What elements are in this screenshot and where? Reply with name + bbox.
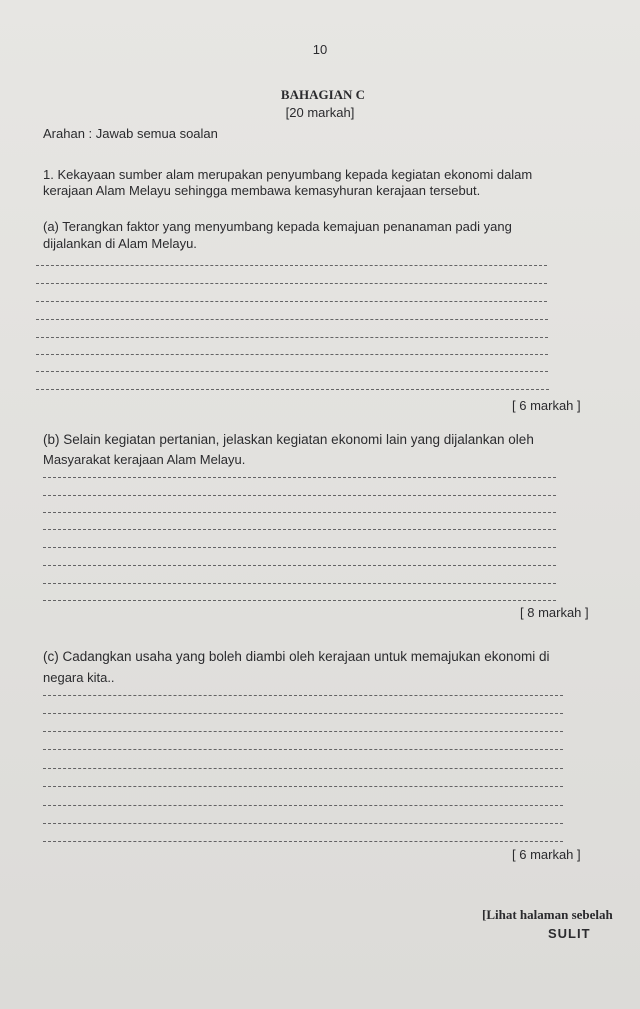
- answer-line[interactable]: [43, 841, 563, 842]
- section-marks: [20 markah]: [285, 105, 355, 120]
- part-a-marks: [ 6 markah ]: [512, 398, 581, 413]
- part-a-question-line-1: (a) Terangkan faktor yang menyumbang kepada kemajuan penanaman padi yang: [43, 219, 512, 234]
- answer-line[interactable]: [43, 477, 556, 478]
- answer-line[interactable]: [36, 354, 548, 355]
- section-title: BAHAGIAN C: [280, 87, 366, 102]
- answer-line[interactable]: [36, 337, 548, 338]
- instruction-text: Arahan : Jawab semua soalan: [43, 126, 218, 141]
- answer-line[interactable]: [36, 389, 549, 390]
- answer-line[interactable]: [43, 695, 563, 696]
- next-page-note: [Lihat halaman sebelah: [482, 907, 613, 922]
- answer-line[interactable]: [43, 512, 556, 513]
- answer-line[interactable]: [43, 583, 556, 584]
- answer-line[interactable]: [43, 749, 563, 750]
- part-c-question-line-1: (c) Cadangkan usaha yang boleh diambi oleh kerajaan untuk memajukan ekonomi di: [43, 649, 550, 664]
- answer-line[interactable]: [36, 319, 548, 320]
- answer-line[interactable]: [43, 495, 556, 496]
- answer-line[interactable]: [43, 805, 563, 806]
- answer-line[interactable]: [36, 301, 547, 302]
- part-c-question-line-2: negara kita..: [43, 670, 115, 685]
- answer-line[interactable]: [43, 731, 563, 732]
- answer-line[interactable]: [43, 768, 563, 769]
- part-c-marks: [ 6 markah ]: [512, 847, 581, 862]
- question-1-stem-line-2: kerajaan Alam Melayu sehingga membawa kemasyhuran kerajaan tersebut.: [43, 183, 481, 198]
- part-b-question-line-1: (b) Selain kegiatan pertanian, jelaskan kegiatan ekonomi lain yang dijalankan oleh: [43, 432, 534, 447]
- part-b-marks: [ 8 markah ]: [520, 605, 589, 620]
- answer-line[interactable]: [36, 265, 547, 266]
- answer-line[interactable]: [43, 713, 563, 714]
- answer-line[interactable]: [43, 565, 556, 566]
- answer-line[interactable]: [43, 823, 563, 824]
- answer-line[interactable]: [36, 283, 547, 284]
- classification-label: SULIT: [548, 926, 591, 941]
- page-number: 10: [312, 42, 328, 57]
- answer-line[interactable]: [43, 529, 556, 530]
- question-1-stem-line-1: 1. Kekayaan sumber alam merupakan penyumbang kepada kegiatan ekonomi dalam: [43, 167, 533, 182]
- answer-line[interactable]: [43, 547, 556, 548]
- part-a-question-line-2: dijalankan di Alam Melayu.: [43, 236, 197, 251]
- answer-line[interactable]: [43, 600, 556, 601]
- answer-line[interactable]: [43, 786, 563, 787]
- part-b-question-line-2: Masyarakat kerajaan Alam Melayu.: [43, 452, 246, 467]
- answer-line[interactable]: [36, 371, 548, 372]
